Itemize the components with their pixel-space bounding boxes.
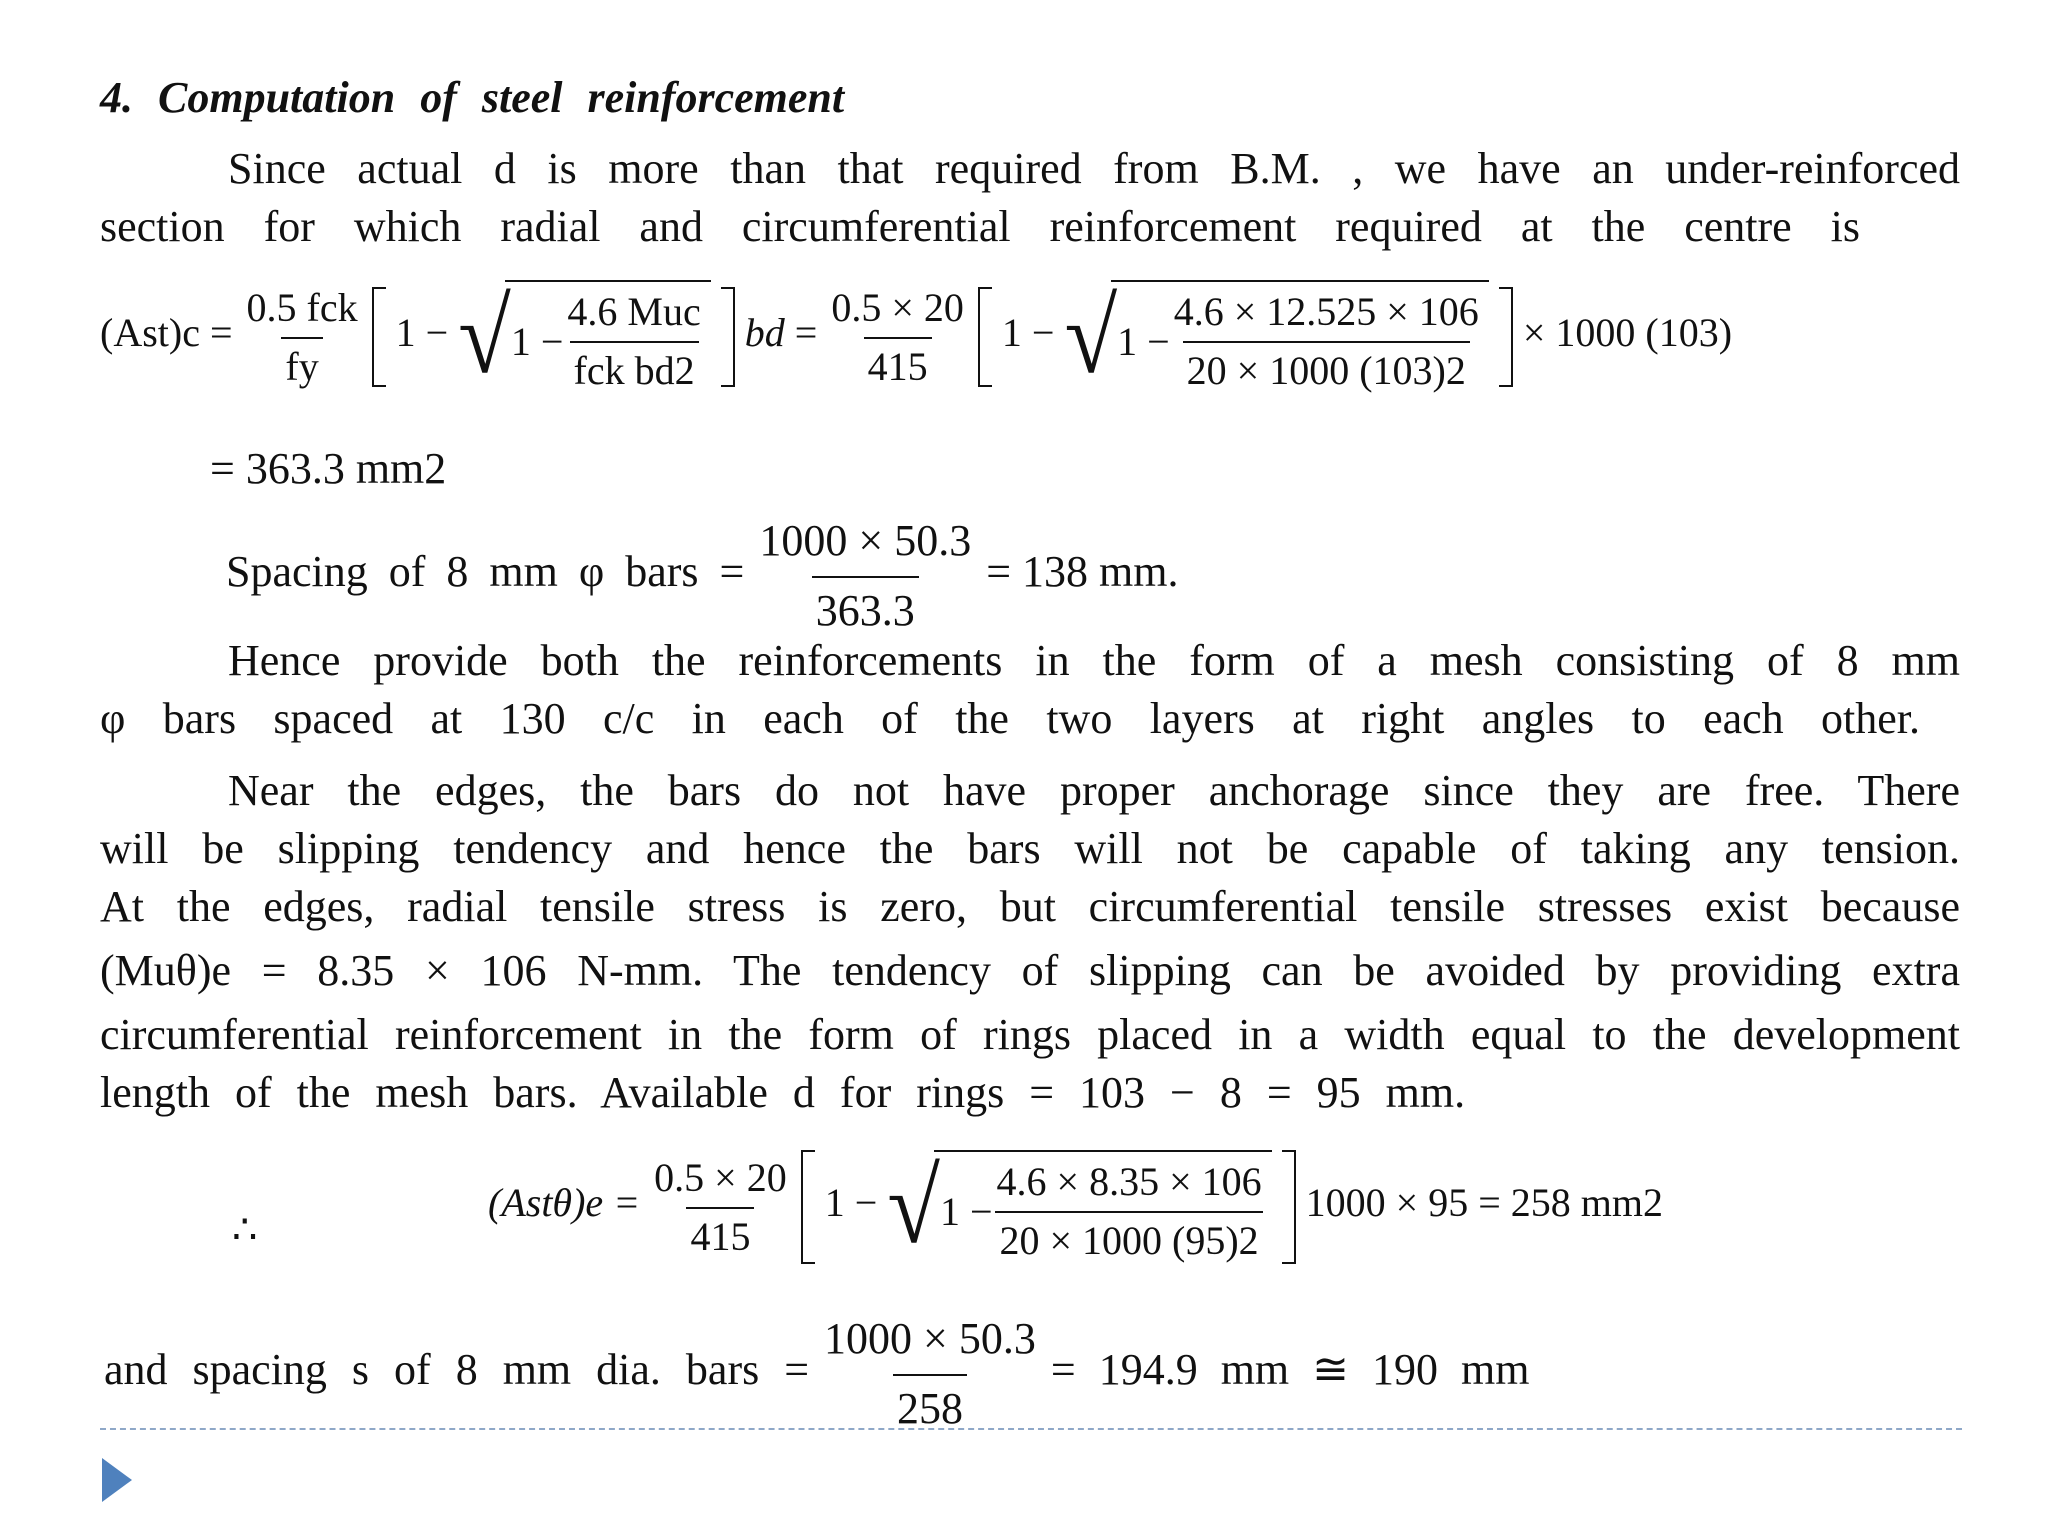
spacing2-den: 258 — [893, 1374, 967, 1438]
paragraph-intro-line2: section for which radial and circumferential reinforcement required at the centre is — [100, 202, 1860, 251]
eq1-inner-den: fck bd2 — [570, 341, 699, 394]
eq1-coef-den: fy — [281, 337, 322, 390]
eq1-bd: bd — [744, 310, 785, 356]
eq1-numeric-coef-den: 415 — [864, 337, 932, 390]
spacing-edge-line — [104, 1310, 1529, 1438]
eq2-therefore: ∴ — [232, 1207, 258, 1252]
paragraph-mesh-line2: φ bars spaced at 130 c/c in each of the two layers at right angles to each other. — [100, 694, 1920, 743]
paragraph-edges-line3: At the edges, radial tensile stress is zero, but circumferential tensile stresses exist because — [100, 882, 1960, 931]
paragraph-edges-line2: will be slipping tendency and hence the bars will not be capable of taking any tension. — [100, 824, 1960, 873]
paragraph-edges-line5: circumferential reinforcement in the form of rings placed in a width equal to the development — [100, 1010, 1960, 1059]
eq2-inner-den: 20 × 1000 (95)2 — [995, 1211, 1262, 1264]
eq1-inner-num: 4.6 Muc — [567, 289, 701, 334]
eq2-tail: 1000 × 95 = 258 mm2 — [1305, 1180, 1663, 1226]
paragraph-edges-line6: length of the mesh bars. Available d for rings = 103 − 8 = 95 mm. — [100, 1068, 1466, 1117]
spacing1-result: = 138 mm. — [986, 547, 1179, 597]
eq1-coef-num: 0.5 fck — [246, 285, 358, 330]
eq2-coef-den: 415 — [686, 1207, 754, 1260]
eq2-coef-num: 0.5 × 20 — [654, 1155, 787, 1200]
eq1-lhs: (Ast)c — [100, 310, 200, 356]
spacing2-label: and spacing s of 8 mm dia. bars = — [104, 1345, 810, 1395]
section-heading: 4. Computation of steel reinforcement — [100, 73, 845, 122]
spacing-centre-line — [226, 512, 1178, 640]
spacing2-result: = 194.9 mm ≅ 190 mm — [1050, 1345, 1530, 1395]
spacing2-num: 1000 × 50.3 — [824, 1314, 1036, 1363]
eq1-coef-fraction — [243, 284, 362, 390]
eq2-lhs: (Astθ)e = — [488, 1180, 641, 1226]
spacing1-num: 1000 × 50.3 — [759, 516, 972, 565]
equation-centre-steel: (Ast)c = $\frac{\text{0.5 fck}}{fy}$ 1 − √ 1 − $\frac{\text{4.6 Muc}}{\text{fck bd2}}$ bd = $\frac{0.5 \times 20}{415}$ 1 − √ 1 − $\frac{4.6 \times 12.525 \times 106}{20 \times 1000 (103)2}$ × 1000 (103) — [100, 277, 1733, 396]
paragraph-edges-line1: Near the edges, the bars do not have proper anchorage since they are free. There — [228, 766, 1960, 815]
play-arrow-icon[interactable] — [102, 1458, 132, 1502]
eq1-sqrt: √ 1 − $\frac{\text{4.6 Muc}}{\text{fck bd2}}$ — [458, 280, 711, 394]
paragraph-mesh-line1: Hence provide both the reinforcements in the form of a mesh consisting of 8 mm — [228, 636, 1960, 685]
paragraph-intro-line1: Since actual d is more than that required from B.M. , we have an under-reinforced — [228, 144, 1960, 193]
equation-edge-steel: (Astθ)e = $\frac{0.5 \times 20}{415}$ 1 − √ 1 − $\frac{4.6 \times 8.35 \times 106}{20 \times 1000 (95)2}$ 1000 × 95 = 258 mm2 — [488, 1147, 1663, 1266]
eq2-inner-num: 4.6 × 8.35 × 106 — [996, 1159, 1262, 1204]
dashed-divider — [100, 1428, 1962, 1430]
spacing1-den: 363.3 — [812, 576, 919, 640]
paragraph-edges-line4: (Muθ)e = 8.35 × 106 N-mm. The tendency of slipping can be avoided by providing extra — [100, 946, 1960, 995]
eq1-numeric-inner-den: 20 × 1000 (103)2 — [1183, 341, 1470, 394]
eq1-tail: × 1000 (103) — [1522, 310, 1733, 356]
eq1-numeric-coef-num: 0.5 × 20 — [831, 285, 964, 330]
eq1-result: = 363.3 mm2 — [210, 444, 447, 493]
spacing1-label: Spacing of 8 mm φ bars = — [226, 547, 745, 597]
eq1-numeric-inner-num: 4.6 × 12.525 × 106 — [1173, 289, 1479, 334]
